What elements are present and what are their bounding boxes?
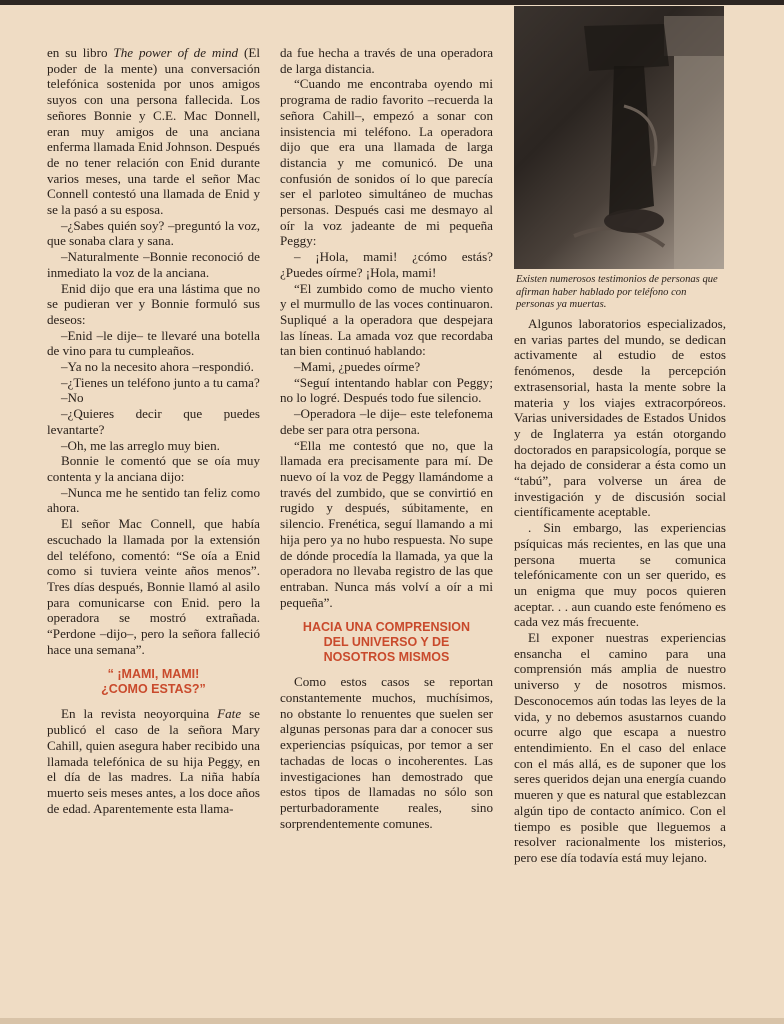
- paragraph: Como estos casos se reportan constantemente muchos, muchísimos, no obstante lo renuentes que suelen ser algunas personas para dar a conocer sus experiencias psíquicas, por temor a ser tachadas de locas o incoherentes. Las investigaciones han demostrado que estos tipos de llamadas no sólo son perturbadoramente reales, sino sorprendentemente comunes.: [280, 674, 493, 831]
- magazine-title: Fate: [217, 706, 242, 722]
- paragraph: “Cuando me encontraba oyendo mi programa de radio favorito –recuerda la señora Cahill–, empezó a sonar con insistencia mi teléfono. La operadora dijo que era una llamada de larga distancia y me comunicó. De una confusión de sonidos oí lo que parecía ser el parloteo simultáneo de muchas personas. Después casi me desmayo al oír la voz jadeante de mi pequeña Peggy:: [280, 76, 493, 249]
- page-top-edge: [0, 0, 784, 5]
- paragraph: . Sin embargo, las experiencias psíquicas más recientes, en las que una persona muerta se comunica telefónicamente con un ser querido, es un enigma que muy pocos quieren aceptar. . . aun cuando este fenómeno es cada vez más frecuente.: [514, 520, 726, 630]
- paragraph: –¿Quieres decir que puedes levantarte?: [47, 406, 260, 437]
- paragraph: “Ella me contestó que no, que la llamada era precisamente para mí. De nuevo oí la voz de Peggy llamándome a través del zumbido, que se convirtió en rugido y después, súbitamente, en silencio. Frenética, seguí llamando a mi hija pero ya no hubo respuesta. No supe de dónde procedía la llamada, ya que la operadora no llevaba registro de las que entraban. Nunca más volví a oír a mi pequeña”.: [280, 437, 493, 610]
- telephone-photo: [514, 6, 724, 269]
- paragraph: –Nunca me he sentido tan feliz como ahora.: [47, 484, 260, 516]
- paragraph: En la revista neoyorquina Fate se publicó el caso de la señora Mary Cahill, quien asegura haber recibido una llamada telefónica de su hija Peggy, en el día de las madres. La niña había muerto seis meses antes, a los doce años de edad. Aparentemente esta llama-: [47, 706, 260, 816]
- paragraph: “El zumbido como de mucho viento y el murmullo de las voces continuaron. Supliqué a la operadora que despejara las líneas. La amada voz que recordaba tan bien continuó hablando:: [280, 280, 493, 359]
- paragraph: –No: [61, 390, 84, 406]
- paragraph: El exponer nuestras experiencias ensancha el camino para una comprensión más amplia de nuestro universo y de nosotros mismos. Desconocemos aún todas las leyes de la vida, y no debemos asustarnos cuando ocurre algo que escapa a nuestro entendimiento. En el caso del enlace con el más allá, es de suponer que los seres queridos dejan una energía cuando mueren y que es natural que establezcan algún tipo de contacto anímico. Con el tiempo es posible que lleguemos a resolver racionalmente los misterios, pero ese día todavía está muy lejano.: [514, 630, 726, 865]
- paragraph: –Oh, me las arreglo muy bien.: [61, 437, 220, 453]
- paragraph: –¿Tienes un teléfono junto a tu cama?: [61, 374, 260, 390]
- paragraph: –Mami, ¿puedes oírme?: [294, 359, 421, 375]
- article-column-1: [47, 45, 260, 816]
- photo-caption: Existen numerosos testimonios de personas que afirman haber hablado por teléfono con personas ya muertas.: [516, 274, 718, 310]
- paragraph: “Seguí intentando hablar con Peggy; no lo logré. Después todo fue silencio.: [280, 374, 493, 406]
- paragraph: –Enid –le dije– te llevaré una botella de vino para tu cumpleaños.: [47, 327, 260, 359]
- article-column-2: [280, 45, 493, 831]
- subheading-mami: “ ¡MAMI, MAMI! ¿COMO ESTAS?”: [101, 667, 206, 697]
- page-bottom-edge: [0, 1018, 784, 1024]
- paragraph: en su libro The power of de mind (El poder de la mente) una conversación telefónica sostenida por unos amigos suyos con una persona fallecida. Los señores Bonnie y C.E. Mac Donnell, eran muy amigos de una anciana enferma llamada Enid Johnson. Después de no tener relación con Enid durante varios meses, una tarde el señor Mac Connell contestó una llamada de Enid y se la pasó a su esposa.: [47, 45, 260, 218]
- article-column-3: [514, 316, 726, 866]
- paragraph: da fue hecha a través de una operadora de larga distancia.: [280, 45, 493, 76]
- paragraph: –Ya no la necesito ahora –respondió.: [61, 359, 254, 375]
- book-title: The power of de mind: [113, 45, 239, 60]
- telephone-photo-icon: [514, 6, 724, 269]
- paragraph: –¿Sabes quién soy? –preguntó la voz, que sonaba clara y sana.: [47, 217, 260, 249]
- paragraph: El señor Mac Connell, que había escuchado la llamada por la extensión del teléfono, comentó: “Se oía a Enid como si tuviera veinte años menos”. Tres días después, Bonnie llamó al asilo para comunicarse con Enid. pero la operadora se mostró extrañada. “Perdone –dijo–, pero la señora falleció hace una semana”.: [47, 516, 260, 657]
- paragraph: – ¡Hola, mami! ¿cómo estás? ¿Puedes oírme? ¡Hola, mami!: [280, 249, 493, 280]
- paragraph: Enid dijo que era una lástima que no se pudieran ver y Bonnie formuló sus deseos:: [47, 280, 260, 327]
- subheading-comprension: HACIA UNA COMPRENSION DEL UNIVERSO Y DE NOSOTROS MISMOS: [302, 620, 471, 665]
- paragraph: Algunos laboratorios especializados, en varias partes del mundo, se dedican activamente al estudio de estos fenómenos, desde la percepción extrasensorial, hasta la mente sobre la materia y los viajes extracorpóreos. Varias universidades de Estados Unidos y de Inglaterra ya están otorgando doctorados en parapsicología, porque se ha dejado de considerar a ésta como un “tabú”, para volverse un área de investigación y de discusión social científicamente aceptable.: [514, 316, 726, 520]
- paragraph: –Naturalmente –Bonnie reconoció de inmediato la voz de la anciana.: [47, 249, 260, 280]
- paragraph: Bonnie le comentó que se oía muy contenta y la anciana dijo:: [47, 453, 260, 484]
- paragraph: –Operadora –le dije– este telefonema debe ser para otra persona.: [280, 406, 493, 437]
